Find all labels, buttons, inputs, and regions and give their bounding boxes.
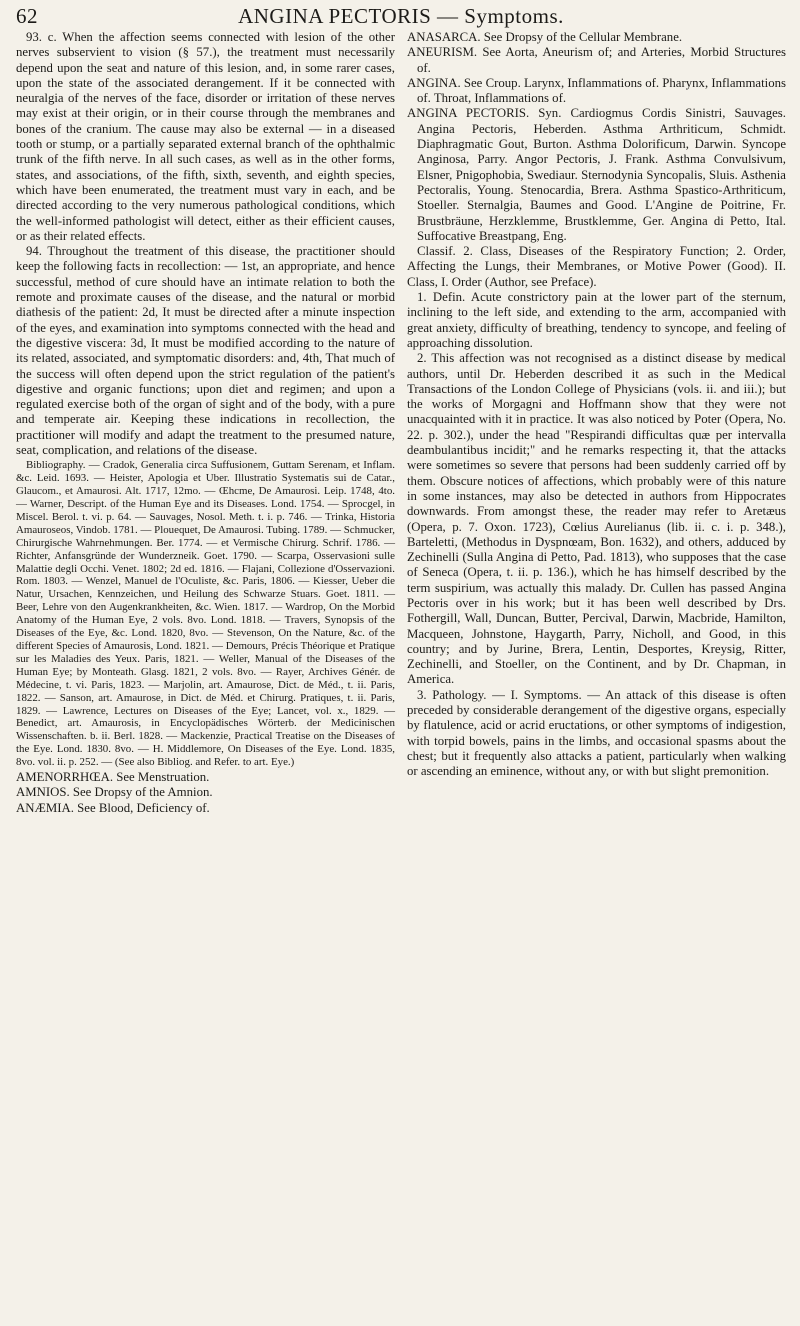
left-column (16, 30, 395, 816)
paragraph-93: 93. c. When the affection seems connected with lesion of the other nerves subservient to vision (§ 57.), the treatment must necessarily depend upon the seat and nature of this lesion, and, in some rarer cases, upon the state of the associated derangement. If it be connected with neuralgia of the nerves of the face, disorder or irritation of these nerves may exist at their origin, or in their course through the membranes and bones of the cranium. The cause may also be external — in a diseased tooth or stump, or a partially separated external branch of the ophthalmic trunk of the fifth nerve. In all such cases, as well as in the other forms, states, and associations, of the fifth, sixth, seventh, and eighth species, which have been enumerated, the treatment must vary in each, and be directed according to the very numerous pathological conditions, which the well-informed pathologist will detect, either as their efficient causes, or as their related effects. (16, 30, 395, 243)
entry-anaemia: ANÆMIA. See Blood, Deficiency of. (16, 800, 210, 815)
bibliography: Bibliography. — Cradok, Generalia circa Suffusionem, Guttam Serenam, et Inflam. &c. Leid. 1693. — Heister, Apologia et Uber. Illustratio Systematis sui de Catar., Glaucom., et Amaurosi. Alt. 1717, 12mo. — Œhcme, De Amaurosi. Leip. 1748, 4to. — Warner, Descript. of the Human Eye and its Diseases. Lond. 1754. — Sprocgel, in Miscel. Berol. t. vi. p. 64. — Sauvages, Nosol. Meth. t. i. p. 746. — Trinka, Historia Amauroseos, Vindob. 1781. — Plouequet, De Amaurosi. Tubing. 1789. — Schmucker, Chirurgische Wahrnehmungen. Ber. 1774. — et Vermische Chirurg. Schrif. 1786. — Richter, Anfansgründe der Wunderzneik. Goet. 1790. — Scarpa, Osservasioni sulle Malattie degli Occhi. Venet. 1802; 2d ed. 1816. — Flajani, Collezione d'Osservazioni. Rom. 1803. — Wenzel, Manuel de l'Oculiste, &c. Paris, 1806. — Kiesser, Ueber die Natur, Ursachen, Kennzeichen, und Heilung des Schwarze Stuars. Goet. 1811. — Beer, Lehre von den Augenkrankheiten, &c. Wien. 1817. — Wardrop, On the Morbid Anatomy of the Human Eye, 2 vols. 8vo. Lond. 1818. — Travers, Synopsis of the Diseases of the Eye, &c. Lond. 1820, 8vo. — Stevenson, On the Nature, &c. of the different Species of Amaurosis, Lond. 1821. — Demours, Précis Théorique et Pratique sur les Maladies des Yeux. Paris, 1821. — Weller, Manual of the Diseases of the Human Eye; by Monteath. Glasg. 1821, 2 vols. 8vo. — Rayer, Archives Génér. de Médecine, t. vi. Paris, 1823. — Marjolin, art. Amaurose, Dict. de Méd., t. ii. Paris, 1822. — Sanson, art. Amaurose, in Dict. de Méd. et Chirurg. Pratiques, t. ii. Paris, 1829. — Lawrence, Lectures on Diseases of the Eye; Lancet, vol. x., 1829. — Benedict, art. Amaurosis, in Encyclopädisches Wörterb. der Medicinischen Wissenschaften. b. ii. Berl. 1828. — Mackenzie, Practical Treatise on the Diseases of the Eye. Lond. 1830. 8vo. — H. Middlemore, On Diseases of the Eye. Lond. 1835, 8vo. vol. ii. p. 252. — (See also Bibliog. and Refer. to art. Eye.) (16, 459, 395, 769)
classification: Classif. 2. Class, Diseases of the Respiratory Function; 2. Order, Affecting the Lungs, their Membranes, or Motive Power (Good). II. Class, I. Order (Author, see Preface). (407, 244, 786, 289)
entry-angina: ANGINA. See Croup. Larynx, Inflammations of. Pharynx, Inflammations of. Throat, Inflammations of. (407, 75, 786, 106)
running-head (16, 4, 786, 28)
right-column (407, 30, 786, 816)
entry-anasarca: ANASARCA. See Dropsy of the Cellular Membrane. (407, 30, 683, 44)
running-title: ANGINA PECTORIS — Symptoms. (238, 4, 564, 28)
page-number: 62 (16, 4, 38, 28)
book-page (0, 4, 800, 1326)
entry-aneurism: ANEURISM. See Aorta, Aneurism of; and Arteries, Morbid Structures of. (407, 45, 786, 75)
paragraph-94: 94. Throughout the treatment of this disease, the practitioner should keep the following facts in recollection: — 1st, an appropriate, and hence successful, method of cure should have an intimate relation to both the remote and proximate causes of the disease, and the natural or morbid diathesis of the patient: 2d, It must be directed after a minute inspection of the eyes, and examination into symptoms connected with the head and the digestive viscera: 3d, It must be modified according to the nature of its related, associated, and symptomatic disorders: and, 4th, That much of the success will often depend upon the strict regulation of the patient's digestive and organic functions; upon diet and regimen; and upon a regulated exercise both of the organ of sight and of the body, with a pure and temperate air. Keeping these indications in recollection, the practitioner will modify and adapt the treatment to the presumed nature, seat, complication, and relations of the disease. (16, 244, 395, 458)
paragraph-1-definition: 1. Defin. Acute constrictory pain at the lower part of the sternum, inclining to the left side, and extending to the arm, accompanied with great anxiety, difficulty of breathing, tendency to syncope, and feeling of approaching dissolution. (407, 290, 786, 350)
paragraph-3-pathology: 3. Pathology. — I. Symptoms. — An attack of this disease is often preceded by considerable derangement of the digestive organs, especially by flatulence, acid or acrid eructations, or other symptoms of indigestion, with torpid bowels, pains in the limbs, and occasional spasms about the chest; but it frequently also attacks a patient, particularly when walking or ascending an eminence, without any, or with but slight premonition. (407, 687, 786, 779)
paragraph-2-history: 2. This affection was not recognised as a distinct disease by medical authors, until Dr. Heberden described it as such in the Medical Transactions of the London College of Physicians (vols. ii. and iii.); but the works of Morgagni and Hoffmann show that they were not unacquainted with it in practice. It was also noticed by Poter (Opera, No. 22. p. 302.), under the head "Respirandi difficultas quæ per intervalla deambulantibus incidit;" and he remarks respecting it, that the attacks were sometimes so severe that persons had been suddenly carried off by them. Obscure notices of affections, which probably were of this nature in some instances, may also be detected in authors from Hippocrates downwards. From amongst these, the reader may refer to Aretæus (Opera, p. 7. Oxon. 1723), Cœlius Aurelianus (lib. ii. c. i. p. 348.), Barteletti, (Methodus in Dyspnœam, Bon. 1632), and others, adduced by Zechinelli (Sulla Angina di Petto, Pad. 1813), who supposes that the case of Seneca (Opera, t. ii. p. 136.), which he has himself described by the term suspirium, was actually this malady. Dr. Cullen has passed Angina Pectoris over in his work; but it has been well described by Drs. Fothergill, Wall, Duncan, Butter, Percival, Darwin, Macbride, Hamilton, Macqueen, Johnstone, Haygarth, Parry, Nicholl, and Good, in this country; and by Jurine, Brera, Lentin, Desportes, Kreysig, Ritter, Zechinelli, and Stoeller, on the Continent, and by Dr. Chapman, in America. (407, 351, 786, 687)
entry-angina-pectoris-synonyms: ANGINA PECTORIS. Syn. Cardiogmus Cordis Sinistri, Sauvages. Angina Pectoris, Heberden. Asthma Arthriticum, Schmidt. Diaphragmatic Gout, Burton. Asthma Dolorificum, Darwin. Syncope Anginosa, Parry. Angor Pectoris, J. Frank. Asthma Convulsivum, Elsner, Pnigophobia, Swediaur. Sternodynia Syncopalis, Sluis. Asthenia Pectoralis, Young. Stenocardia, Brera. Asthma Spastico-Arthriticum, Stoeller. Sternalgia, Baumes and Good. L'Angine de Poitrine, Fr. Brustbräune, Herzklemme, Brustklemme, Ger. Angina di Petto, Ital. Suffocative Breastpang, Eng. (407, 106, 786, 243)
entry-amenorrhoea: AMENORRHŒA. See Menstruation. (16, 770, 210, 785)
text-columns (16, 30, 786, 816)
entry-amnios: AMNIOS. See Dropsy of the Amnion. (16, 785, 213, 800)
